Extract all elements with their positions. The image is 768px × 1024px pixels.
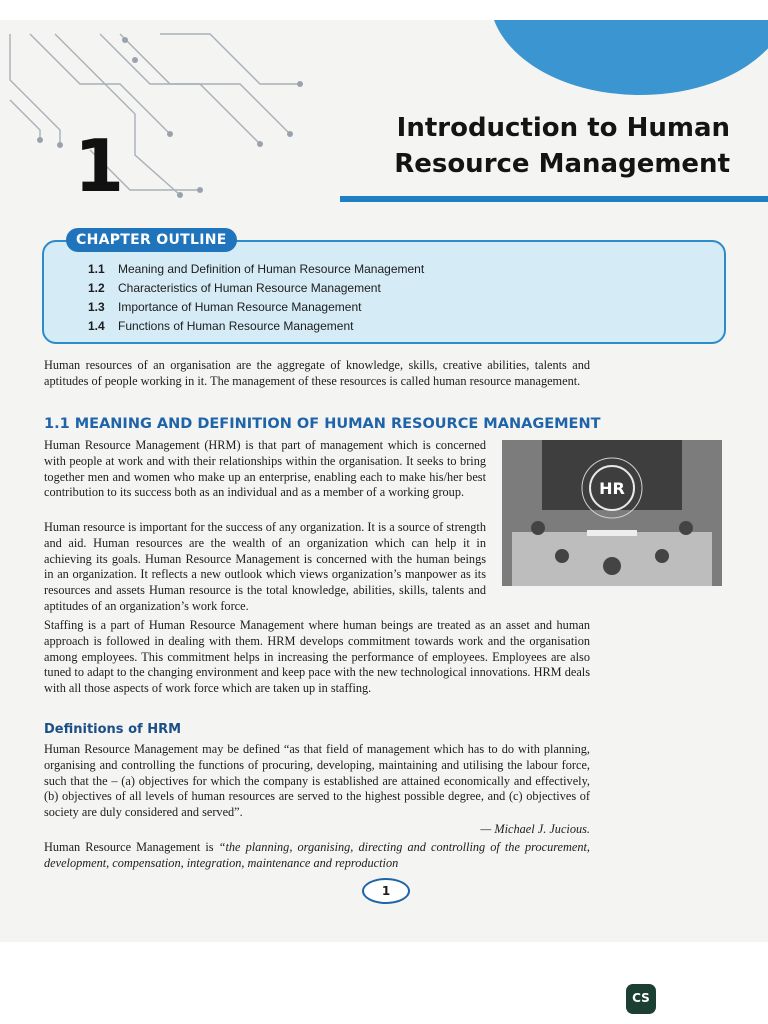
chapter-outline-list bbox=[88, 260, 424, 336]
definition-author: — Michael J. Jucious. bbox=[480, 822, 590, 836]
section-paragraph-2: Human resource is important for the success of any organization. It is a source of strength and aid. Human resources are the wealth of an organization which can help it in achieving its goals. Human Resource Management is concerned with the human beings in an organization. It reflects a new outlook which views organization’s manpower as its resources and assets Human resource is the total knowledge, abilities, skills, talents and aptitudes of an organization’s work force. bbox=[44, 520, 486, 613]
hr-illustration-graphic bbox=[502, 440, 722, 586]
outline-item: 1.2 Characteristics of Human Resource Management bbox=[88, 281, 381, 295]
book-page bbox=[0, 20, 768, 942]
intro-paragraph: Human resources of an organisation are the aggregate of knowledge, skills, creative abilities, talents and aptitudes of people working in it. The management of these resources is called human resource management. bbox=[44, 358, 590, 388]
hr-illustration bbox=[502, 440, 722, 586]
outline-item: 1.4 Functions of Human Resource Management bbox=[88, 319, 354, 333]
definitions-heading: Definitions of HRM bbox=[44, 722, 182, 737]
hr-badge-text: HR bbox=[599, 479, 625, 498]
section-paragraph-3: Staffing is a part of Human Resource Management where human beings are treated as an asset and human approach is followed in dealing with them. HRM develops commitment towards work and the organisation among employees. This commitment helps in increasing the performance of employees. Employees are also tuned to adapt to the changing environment and keep pace with the new technological innovations. HRM deals with all those aspects of work force which are taken up in staffing. bbox=[44, 618, 590, 696]
chapter-outline-tag: CHAPTER OUTLINE bbox=[66, 228, 237, 252]
outline-item: 1.1 Meaning and Definition of Human Resource Management bbox=[88, 262, 425, 276]
decorative-blue-circle bbox=[490, 20, 768, 95]
chapter-number: 1 bbox=[74, 124, 125, 208]
definitions-paragraph-2: Human Resource Management is “the planning, organising, directing and controlling of the procurement, development, compensation, integration, maintenance and reproduction bbox=[44, 840, 590, 870]
chapter-title-line2: Resource Management bbox=[394, 149, 730, 179]
title-underline bbox=[340, 196, 768, 202]
chapter-title bbox=[340, 110, 730, 182]
definitions-paragraph: Human Resource Management may be defined “as that field of management which has to do with planning, organising and controlling the functions of procuring, developing, maintaining and utilising the labour force, such that the – (a) objectives for which the company is established are attained economically and effectively, (b) objectives of all levels of human resources are served to the highest possible degree, and (c) objectives of society are duly considered and served”. bbox=[44, 742, 590, 820]
section-heading: 1.1 MEANING AND DEFINITION OF HUMAN RESOURCE MANAGEMENT bbox=[44, 416, 601, 432]
section-paragraph-1: Human Resource Management (HRM) is that part of management which is concerned with people at work and with their relationships within the organisation. It seeks to bring together men and women who make up an enterprise, enabling each to make his/her best contribution to its success both as an individual and as a member of a working group. bbox=[44, 438, 486, 500]
scanner-logo-badge: CS bbox=[626, 984, 656, 1014]
chapter-title-line1: Introduction to Human bbox=[396, 113, 730, 143]
circuit-decoration bbox=[0, 20, 330, 220]
outline-item: 1.3 Importance of Human Resource Management bbox=[88, 300, 362, 314]
page-number: 1 bbox=[362, 878, 410, 904]
